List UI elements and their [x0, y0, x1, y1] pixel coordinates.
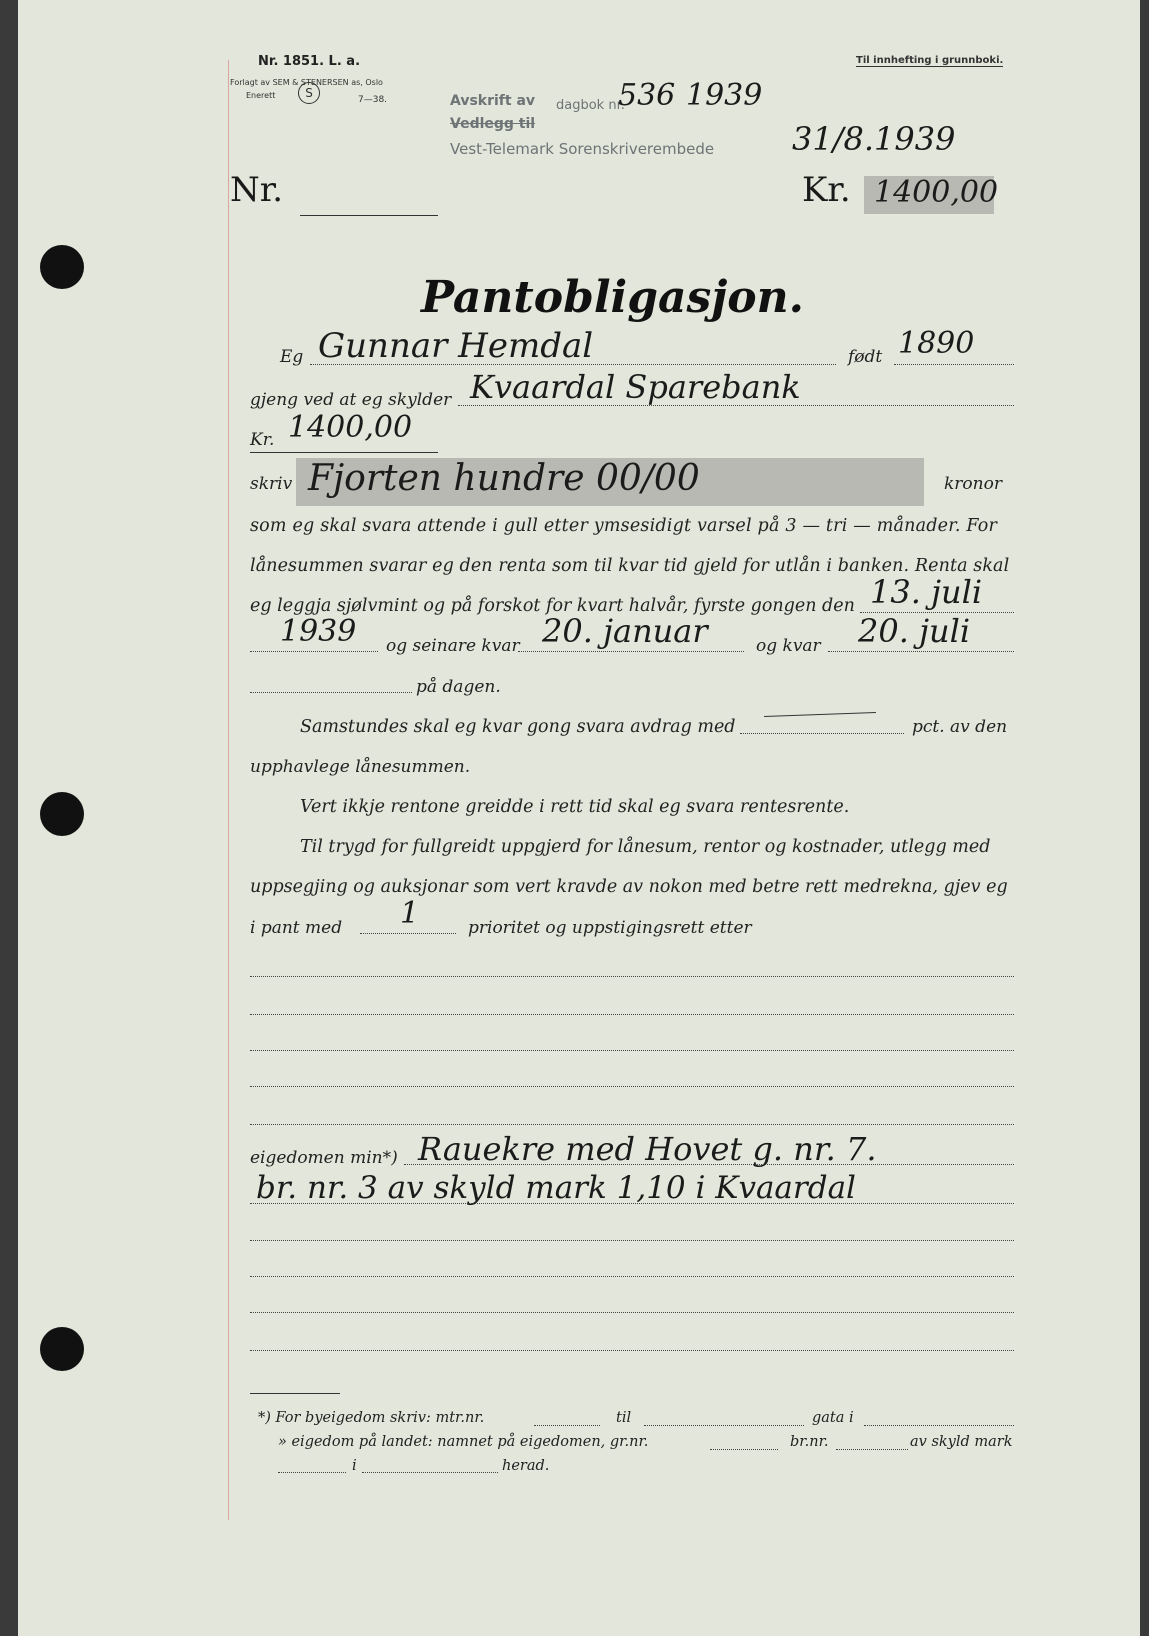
third-date-line: [828, 651, 1014, 652]
creditor: Kvaardal Sparebank: [470, 368, 801, 406]
kr-label: Kr.: [802, 170, 851, 210]
pa-dagen-line: [250, 692, 412, 693]
footnote-line1-b: til: [616, 1410, 632, 1426]
birth-year: 1890: [898, 326, 975, 361]
nr-line: [300, 215, 438, 216]
footnote-dots: [644, 1425, 804, 1426]
footnote-line3-a: i: [352, 1458, 357, 1474]
first-year: 1939: [280, 614, 357, 649]
publisher-enerett: Enerett: [246, 91, 276, 100]
footnote-line2-b: br.nr.: [790, 1434, 829, 1450]
priority-number: 1: [400, 896, 420, 931]
vert-ikkje-text: Vert ikkje rentone greidde i rett tid skal eg svara rentesrente.: [300, 797, 850, 817]
nr-label: Nr.: [230, 170, 284, 210]
amount-words: Fjorten hundre 00/00: [308, 458, 700, 499]
property-line1-rule: [404, 1164, 1014, 1165]
kr-amount-label: Kr.: [250, 430, 275, 450]
gjeng-label: gjeng ved at eg skylder: [250, 390, 452, 410]
blank-line: [250, 1350, 1014, 1351]
punch-hole-bottom: [40, 1327, 84, 1371]
first-year-line: [250, 651, 378, 652]
creditor-line: [458, 405, 1014, 406]
first-date: 13. juli: [870, 573, 983, 611]
skriv-label: skriv: [250, 474, 293, 494]
footnote-dots: [864, 1425, 1014, 1426]
footnote-line2-c: av skyld mark: [910, 1434, 1013, 1450]
fodt-label: født: [848, 347, 883, 367]
document-title: Pantobligasjon.: [421, 272, 804, 323]
eigedomen-label: eigedomen min*): [250, 1148, 398, 1168]
stamp-date: 31/8.1939: [792, 120, 956, 158]
footnote-line1-c: gata i: [812, 1410, 854, 1426]
text-lanesummen: lånesummen svarar eg den renta som til kvar tid gjeld for utlån i banken. Renta skal: [250, 556, 1010, 576]
third-date: 20. juli: [858, 612, 971, 650]
samstundes-text: Samstundes skal eg kvar gong svara avdrag med: [300, 717, 736, 737]
text-leggja: eg leggja sjølvmint og på forskot for kvart halvår, fyrste gongen den: [250, 596, 855, 616]
blank-line: [250, 1124, 1014, 1125]
property-line2: br. nr. 3 av skyld mark 1,10 i Kvaardal: [256, 1170, 856, 1206]
pa-dagen-label: på dagen.: [416, 677, 501, 697]
eg-label: Eg: [280, 347, 304, 367]
og-seinare-label: og seinare kvar: [386, 636, 520, 656]
amount-line: [250, 452, 438, 453]
footnote-dots: [278, 1472, 346, 1473]
document-page: [18, 0, 1140, 1636]
blank-line: [250, 1276, 1014, 1277]
publisher-logo-icon: S: [298, 82, 320, 104]
footnote-dots: [836, 1449, 908, 1450]
blank-line: [250, 976, 1014, 977]
blank-line: [250, 1014, 1014, 1015]
stamp-office: Vest-Telemark Sorenskriverembede: [450, 140, 715, 158]
prioritet-text: prioritet og uppstigingsrett etter: [468, 918, 752, 938]
stamp-dagbok-number: 536: [618, 78, 676, 113]
punch-hole-middle: [40, 792, 84, 836]
margin-rule: [228, 60, 229, 1520]
priority-line: [360, 933, 456, 934]
blank-line: [250, 1240, 1014, 1241]
avdrag-dash: [764, 712, 876, 717]
og-kvar-label: og kvar: [756, 636, 821, 656]
property-line2-rule: [250, 1203, 1014, 1204]
name-line: [310, 364, 836, 365]
footnote-line3-b: herad.: [502, 1458, 550, 1474]
footnote-dots: [710, 1449, 778, 1450]
uppsegjing-text: uppsegjing og auksjonar som vert kravde av nokon med betre rett medrekna, gjev eg: [250, 877, 1008, 897]
amount: 1400,00: [288, 410, 413, 445]
publisher-date: 7—38.: [358, 95, 388, 105]
binding-note: Til innhefting i grunnboki.: [856, 55, 1004, 66]
blank-line: [250, 1050, 1014, 1051]
debtor-name: Gunnar Hemdal: [318, 326, 594, 366]
second-date-line: [518, 651, 744, 652]
publisher-line: Forlagt av SEM & STENERSEN as, Oslo: [230, 78, 383, 87]
blank-line: [250, 1086, 1014, 1087]
avdrag-line: [740, 733, 904, 734]
stamp-year: 1939: [686, 78, 763, 113]
birth-line: [894, 364, 1014, 365]
footnote-dots: [362, 1472, 498, 1473]
footnote-rule: [250, 1393, 340, 1394]
footnote-dots: [534, 1425, 600, 1426]
blank-line: [250, 1312, 1014, 1313]
til-trygd-text: Til trygd for fullgreidt uppgjerd for lånesum, rentor og kostnader, utlegg med: [300, 837, 991, 857]
pct-label: pct. av den: [912, 717, 1008, 737]
punch-hole-top: [40, 245, 84, 289]
text-svara: som eg skal svara attende i gull etter ymsesidigt varsel på 3 — tri — månader. For: [250, 516, 998, 536]
second-date: 20. januar: [542, 612, 708, 650]
i-pant-label: i pant med: [250, 918, 343, 938]
kr-amount: 1400,00: [874, 175, 999, 210]
footnote-line1-a: *) For byeigedom skriv: mtr.nr.: [258, 1410, 485, 1426]
stamp-dagbok: dagbok nr.: [556, 98, 625, 113]
stamp-avskrift: Avskrift av: [450, 93, 536, 109]
kronor-label: kronor: [944, 474, 1002, 494]
upphavlege-text: upphavlege lånesummen.: [250, 757, 471, 777]
footnote-line2-a: » eigedom på landet: namnet på eigedomen, gr.nr.: [278, 1434, 649, 1450]
form-number: Nr. 1851. L. a.: [258, 54, 361, 69]
stamp-vedlegg: Vedlegg til: [450, 116, 536, 132]
property-line1: Rauekre med Hovet g. nr. 7.: [418, 1130, 877, 1168]
